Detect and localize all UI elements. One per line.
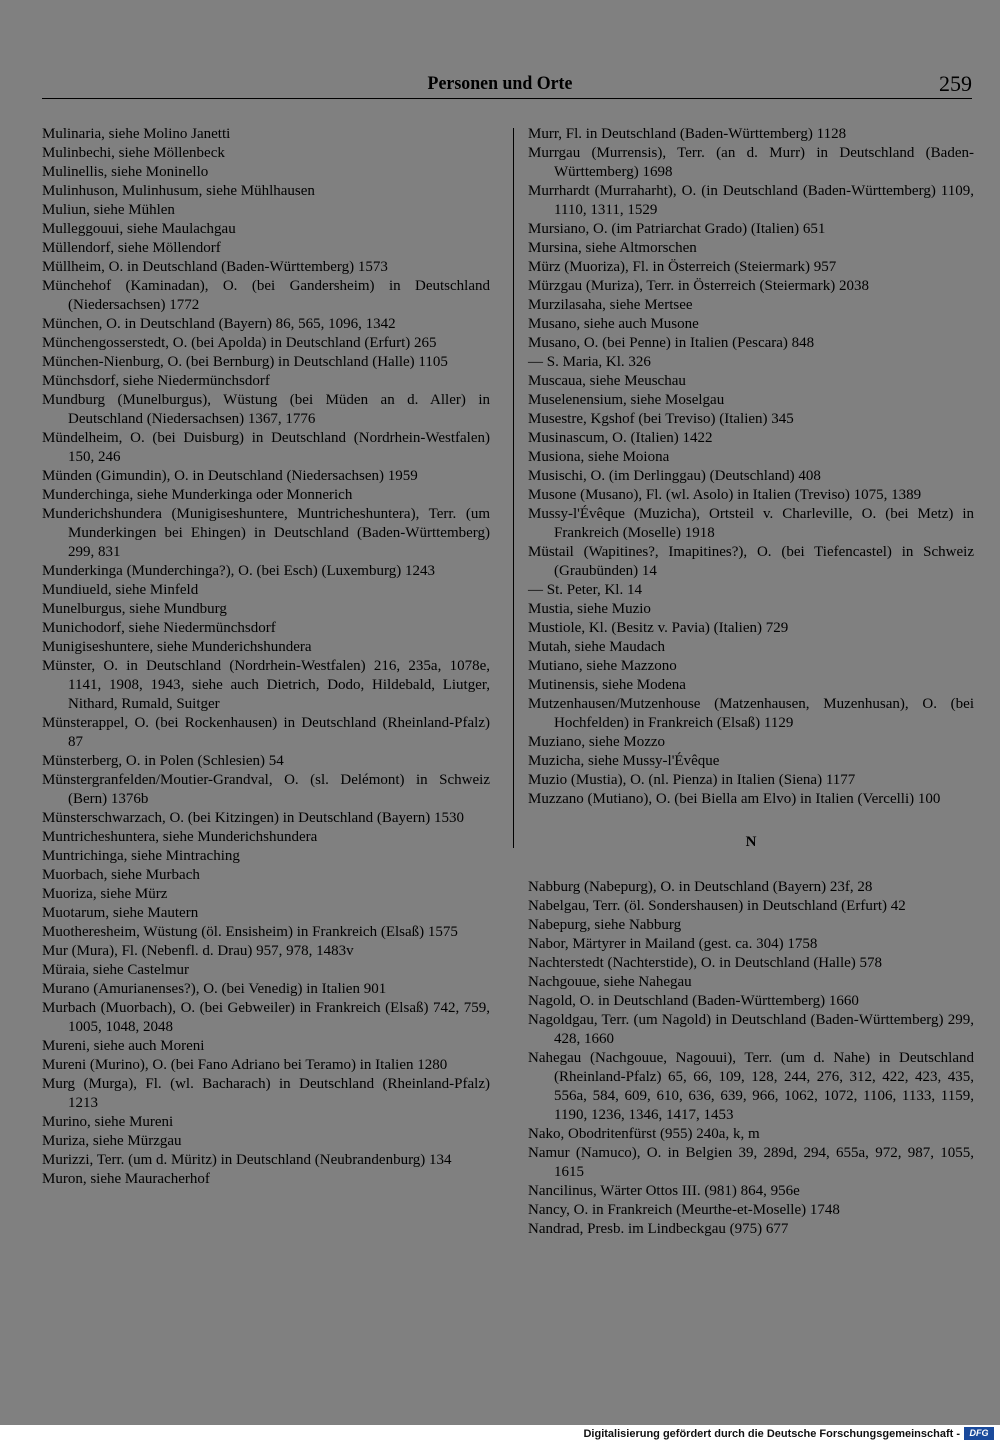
index-entry: München, O. in Deutschland (Bayern) 86, 565, 1096, 1342 xyxy=(42,316,396,332)
index-entry: Mulinaria, siehe Molino Janetti xyxy=(42,126,231,142)
index-entry: Mustiole, Kl. (Besitz v. Pavia) (Italien) 729 xyxy=(528,620,789,636)
index-entry: Muotheresheim, Wüstung (öl. Ensisheim) in Frankreich (Elsaß) 1575 xyxy=(42,924,458,940)
index-entry: Muscaua, siehe Meuschau xyxy=(528,373,686,389)
index-entry: Münstergranfelden/Moutier-Grandval, O. (sl. Delémont) in Schweiz (Bern) 1376b xyxy=(42,772,490,807)
index-entry: Muotarum, siehe Mautern xyxy=(42,905,199,921)
index-entry: Mutah, siehe Maudach xyxy=(528,639,666,655)
index-entry: Muliun, siehe Mühlen xyxy=(42,202,175,218)
index-entry: Mursiano, O. (im Patriarchat Grado) (Italien) 651 xyxy=(528,221,826,237)
index-entry: Murino, siehe Mureni xyxy=(42,1114,174,1130)
index-entry: Muziano, siehe Mozzo xyxy=(528,734,666,750)
index-entry: Münchengosserstedt, O. (bei Apolda) in Deutschland (Erfurt) 265 xyxy=(42,335,437,351)
index-entry: Mussy-l'Évêque (Muzicha), Ortsteil v. Charleville, O. (bei Metz) in Frankreich (Moselle) 1918 xyxy=(528,506,974,541)
page-number: 259 xyxy=(939,71,972,96)
index-entry: Musinascum, O. (Italien) 1422 xyxy=(528,430,713,446)
index-entry: Mutiano, siehe Mazzono xyxy=(528,658,677,674)
index-entry: Muselenensium, siehe Moselgau xyxy=(528,392,725,408)
index-entry: Munelburgus, siehe Mundburg xyxy=(42,601,227,617)
index-entry: Münchsdorf, siehe Niedermünchsdorf xyxy=(42,373,270,389)
index-entry: Mundburg (Munelburgus), Wüstung (bei Müden an d. Aller) in Deutschland (Niedersachsen) 1367, 1776 xyxy=(42,392,490,427)
index-entry: Müllheim, O. in Deutschland (Baden-Württemberg) 1573 xyxy=(42,259,388,275)
index-entry: Mutinensis, siehe Modena xyxy=(528,677,686,693)
index-entry: Musischi, O. (im Derlinggau) (Deutschland) 408 xyxy=(528,468,821,484)
index-entry: Münsterappel, O. (bei Rockenhausen) in Deutschland (Rheinland-Pfalz) 87 xyxy=(42,715,490,750)
index-entry: Musano, O. (bei Penne) in Italien (Pescara) 848 xyxy=(528,335,815,351)
index-entry: Muzzano (Mutiano), O. (bei Biella am Elvo) in Italien (Vercelli) 100 xyxy=(528,791,941,807)
index-entry: Müraia, siehe Castelmur xyxy=(42,962,190,978)
index-entry: Mutzenhausen/Mutzenhouse (Matzenhausen, Muzenhusan), O. (bei Hochfelden) in Frankreich (Elsaß) 1129 xyxy=(528,696,974,731)
index-entry: Nancy, O. in Frankreich (Meurthe-et-Moselle) 1748 xyxy=(528,1202,840,1218)
index-entry: Nako, Obodritenfürst (955) 240a, k, m xyxy=(528,1126,760,1142)
index-entry: Nabor, Märtyrer in Mailand (gest. ca. 304) 1758 xyxy=(528,936,818,952)
index-entry: Mursina, siehe Altmorschen xyxy=(528,240,697,256)
header-rule xyxy=(42,98,972,99)
index-entry: Münsterschwarzach, O. (bei Kitzingen) in Deutschland (Bayern) 1530 xyxy=(42,810,464,826)
index-entry: Murbach (Muorbach), O. (bei Gebweiler) in Frankreich (Elsaß) 742, 759, 1005, 1048, 2048 xyxy=(42,1000,490,1035)
index-entry: Nabelgau, Terr. (öl. Sondershausen) in Deutschland (Erfurt) 42 xyxy=(528,898,906,914)
index-entry: Mulinellis, siehe Moninello xyxy=(42,164,209,180)
index-entry: Mulleggouui, siehe Maulachgau xyxy=(42,221,236,237)
index-column-left xyxy=(42,125,490,1189)
index-entry: Muron, siehe Mauracherhof xyxy=(42,1171,210,1187)
index-entry: München-Nienburg, O. (bei Bernburg) in Deutschland (Halle) 1105 xyxy=(42,354,448,370)
index-entry: Muriza, siehe Mürzgau xyxy=(42,1133,182,1149)
index-entry: Murg (Murga), Fl. (wl. Bacharach) in Deutschland (Rheinland-Pfalz) 1213 xyxy=(42,1076,490,1111)
index-entry: Murano (Amurianenses?), O. (bei Venedig) in Italien 901 xyxy=(42,981,387,997)
page-title: Personen und Orte xyxy=(427,73,573,94)
index-entry: Murizzi, Terr. (um d. Müritz) in Deutschland (Neubrandenburg) 134 xyxy=(42,1152,452,1168)
index-entry: Mureni (Murino), O. (bei Fano Adriano bei Teramo) in Italien 1280 xyxy=(42,1057,448,1073)
index-entry: Mürzgau (Muriza), Terr. in Österreich (Steiermark) 2038 xyxy=(528,278,870,294)
index-section-m xyxy=(528,125,974,809)
index-entry: Nancilinus, Wärter Ottos III. (981) 864, 956e xyxy=(528,1183,800,1199)
index-entry: Münden (Gimundin), O. in Deutschland (Niedersachsen) 1959 xyxy=(42,468,418,484)
index-entry: Nabepurg, siehe Nabburg xyxy=(528,917,682,933)
index-entry: Mulinbechi, siehe Möllenbeck xyxy=(42,145,225,161)
index-entry: Murr, Fl. in Deutschland (Baden-Württemberg) 1128 xyxy=(528,126,847,142)
index-entry: Munigiseshuntere, siehe Munderichshundera xyxy=(42,639,312,655)
index-entry: Namur (Namuco), O. in Belgien 39, 289d, 294, 655a, 972, 987, 1055, 1615 xyxy=(528,1145,974,1180)
index-entry: Nagoldgau, Terr. (um Nagold) in Deutschland (Baden-Württemberg) 299, 428, 1660 xyxy=(528,1012,974,1047)
index-entry: Mustia, siehe Muzio xyxy=(528,601,651,617)
index-entry: Muzio (Mustia), O. (nl. Pienza) in Italien (Siena) 1177 xyxy=(528,772,856,788)
index-entry: Münster, O. in Deutschland (Nordrhein-Westfalen) 216, 235a, 1078e, 1141, 1908, 1943, siehe auch Dietrich, Dodo, Hildebald, Liutger, Nithard, Rumald, Suitger xyxy=(42,658,490,712)
section-letter-n: N xyxy=(745,834,757,850)
footer-bar xyxy=(0,1425,1000,1443)
index-entry: Nachterstedt (Nachterstide), O. in Deutschland (Halle) 578 xyxy=(528,955,883,971)
index-entry: Muzicha, siehe Mussy-l'Évêque xyxy=(528,753,720,769)
index-entry: Munichodorf, siehe Niedermünchsdorf xyxy=(42,620,276,636)
index-entry: Muoriza, siehe Mürz xyxy=(42,886,168,902)
dfg-logo[interactable]: DFG xyxy=(964,1427,994,1440)
index-entry: Münsterberg, O. in Polen (Schlesien) 54 xyxy=(42,753,284,769)
index-entry: Mürz (Muoriza), Fl. in Österreich (Steiermark) 957 xyxy=(528,259,837,275)
index-entry: Nahegau (Nachgouue, Nagouui), Terr. (um d. Nahe) in Deutschland (Rheinland-Pfalz) 65, 66, 109, 128, 244, 276, 312, 422, 423, 435, 556a, 584, 609, 610, 636, 639, 966, 1062, 1072, 1106, 1133, 1159, 1190, 1236, 1346, 1417, 1453 xyxy=(528,1050,974,1123)
index-entry: — S. Maria, Kl. 326 xyxy=(528,354,651,370)
index-entry: Nandrad, Presb. im Lindbeckgau (975) 677 xyxy=(528,1221,789,1237)
index-section-n xyxy=(528,878,974,1239)
column-divider xyxy=(513,128,514,848)
index-entry: Müllendorf, siehe Möllendorf xyxy=(42,240,221,256)
index-entry: Nabburg (Nabepurg), O. in Deutschland (Bayern) 23f, 28 xyxy=(528,879,873,895)
index-entry: Muntrichinga, siehe Mintraching xyxy=(42,848,240,864)
footer-credit: Digitalisierung gefördert durch die Deutsche Forschungsgemeinschaft - xyxy=(583,1428,960,1440)
index-entry: Mündelheim, O. (bei Duisburg) in Deutschland (Nordrhein-Westfalen) 150, 246 xyxy=(42,430,490,465)
index-entry: Musiona, siehe Moiona xyxy=(528,449,670,465)
index-entry: Musano, siehe auch Musone xyxy=(528,316,699,332)
index-entry: Murzilasaha, siehe Mertsee xyxy=(528,297,693,313)
index-entry: Münchehof (Kaminadan), O. (bei Gandersheim) in Deutschland (Niedersachsen) 1772 xyxy=(42,278,490,313)
index-entry: Muntricheshuntera, siehe Munderichshundera xyxy=(42,829,318,845)
index-entry: Müstail (Wapitines?, Imapitines?), O. (bei Tiefencastel) in Schweiz (Graubünden) 14 xyxy=(528,544,974,579)
index-column-right xyxy=(528,125,974,1239)
index-entry: Munderkinga (Munderchinga?), O. (bei Esch) (Luxemburg) 1243 xyxy=(42,563,435,579)
index-entry: Mureni, siehe auch Moreni xyxy=(42,1038,205,1054)
index-entry: Nachgouue, siehe Nahegau xyxy=(528,974,692,990)
index-entry: Mundiueld, siehe Minfeld xyxy=(42,582,199,598)
index-entry: Murrgau (Murrensis), Terr. (an d. Murr) in Deutschland (Baden-Württemberg) 1698 xyxy=(528,145,974,180)
index-entry: Munderchinga, siehe Munderkinga oder Monnerich xyxy=(42,487,353,503)
index-entry: Musestre, Kgshof (bei Treviso) (Italien) 345 xyxy=(528,411,794,427)
index-entry: Murrhardt (Murraharht), O. (in Deutschland (Baden-Württemberg) 1109, 1110, 1311, 1529 xyxy=(528,183,974,218)
index-entry: Mulinhuson, Mulinhusum, siehe Mühlhausen xyxy=(42,183,315,199)
index-entry: — St. Peter, Kl. 14 xyxy=(528,582,642,598)
index-entry: Nagold, O. in Deutschland (Baden-Württemberg) 1660 xyxy=(528,993,859,1009)
index-entry: Mur (Mura), Fl. (Nebenfl. d. Drau) 957, 978, 1483v xyxy=(42,943,354,959)
index-entry: Musone (Musano), Fl. (wl. Asolo) in Italien (Treviso) 1075, 1389 xyxy=(528,487,922,503)
index-entry: Munderichshundera (Munigiseshuntere, Muntricheshuntera), Terr. (um Munderkingen bei Ehingen) in Deutschland (Baden-Württemberg) 299, 831 xyxy=(42,506,490,560)
index-entry: Muorbach, siehe Murbach xyxy=(42,867,200,883)
